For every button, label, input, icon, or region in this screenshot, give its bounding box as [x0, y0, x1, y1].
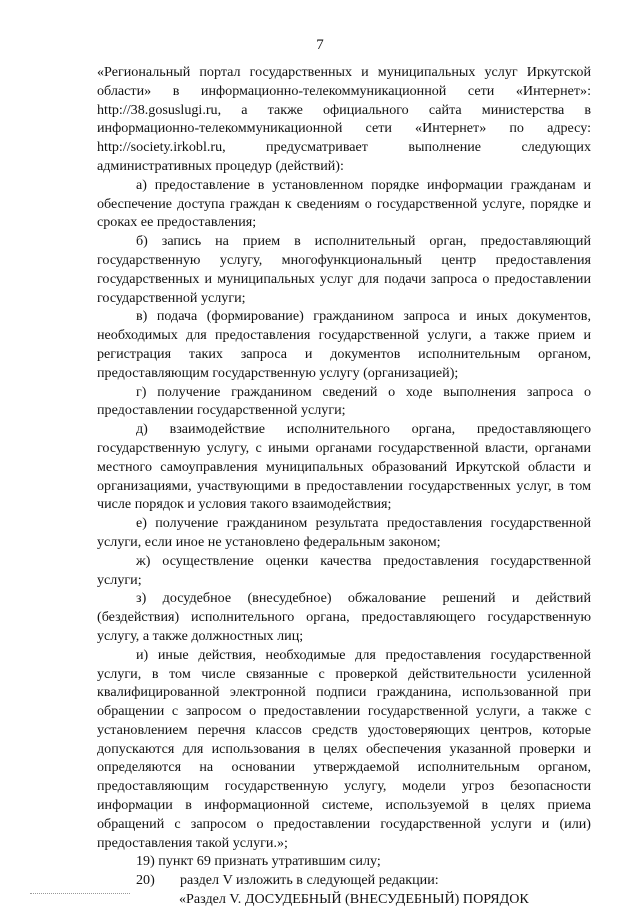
- list-item-v: в) подача (формирование) гражданином запроса и иных документов, необходимых для предоставления государственной услуги, а также прием и регистрация таких запроса и документов исполнительным органом, предоставляющим государственную услугу (организацией);: [97, 308, 591, 381]
- page-number: 7: [316, 37, 324, 53]
- list-item-i: и) иные действия, необходимые для предоставления государственной услуги, в том числе связанные с проверкой действительности усиленной квалифицированной электронной подписи гражданина, использованной при обращении с запросом о предоставлении государственной услуги, а также с установлением перечня классов средств удостоверяющих центров, которые допускаются для использования в целях обеспечения указанной проверки и определяются на основании утверждаемой исполнительным органом, предоставляющим государственную услугу, модели угроз безопасности информации в информационной системе, используемой в целях приема обращений с запросом о предоставлении государственной услуги и (или) предоставления такой услуги.»;: [97, 646, 591, 851]
- list-item-e: е) получение гражданином результата предоставления государственной услуги, если иное не установлено федеральным законом;: [97, 515, 591, 550]
- amendment-item-19: 19) пункт 69 признать утратившим силу;: [136, 853, 381, 870]
- amendment-item-20-text: раздел V изложить в следующей редакции:: [180, 872, 439, 889]
- document-body: [97, 63, 591, 909]
- footer-rule: [30, 893, 130, 894]
- list-item-z: з) досудебное (внесудебное) обжалование решений и действий (бездействия) исполнительного органа, предоставляющего государственную услугу, а также должностных лиц;: [97, 590, 591, 644]
- list-item-g: г) получение гражданином сведений о ходе выполнения запроса о предоставлении государственной услуги;: [97, 383, 591, 419]
- list-item-a: а) предоставление в установленном порядке информации гражданам и обеспечение доступа граждан к сведениям о государственной услуге, порядке и сроках ее предоставления;: [97, 176, 591, 231]
- list-item-zh: ж) осуществление оценки качества предоставления государственной услуги;: [97, 552, 591, 588]
- amendment-item-20: [97, 871, 591, 890]
- section-title: «Раздел V. ДОСУДЕБНЫЙ (ВНЕСУДЕБНЫЙ) ПОРЯДОК: [179, 891, 529, 908]
- intro-paragraph: «Региональный портал государственных и муниципальных услуг Иркутской области» в информационно-телекоммуникационной сети «Интернет»: http://38.gosuslugi.ru, а также официального сайта министерства в информационно-телекоммуникационной сети «Интернет» по адресу: http://society.irkobl.ru, предусматривает выполнение следующих административных процедур (действий):: [97, 64, 591, 174]
- list-item-b: б) запись на прием в исполнительный орган, предоставляющий государственную услугу, многофункциональный центр предоставления государственных и муниципальных услуг для подачи запроса о предоставлении государственной услуги;: [97, 233, 591, 306]
- list-item-d: д) взаимодействие исполнительного органа, предоставляющего государственную услугу, с иными органами государственной власти, органами местного самоуправления муниципальных образований Иркутской области и организациями, участвующими в предоставлении государственных услуг, в том числе порядок и условия такого взаимодействия;: [97, 421, 591, 513]
- amendment-item-20-number: 20): [136, 872, 155, 889]
